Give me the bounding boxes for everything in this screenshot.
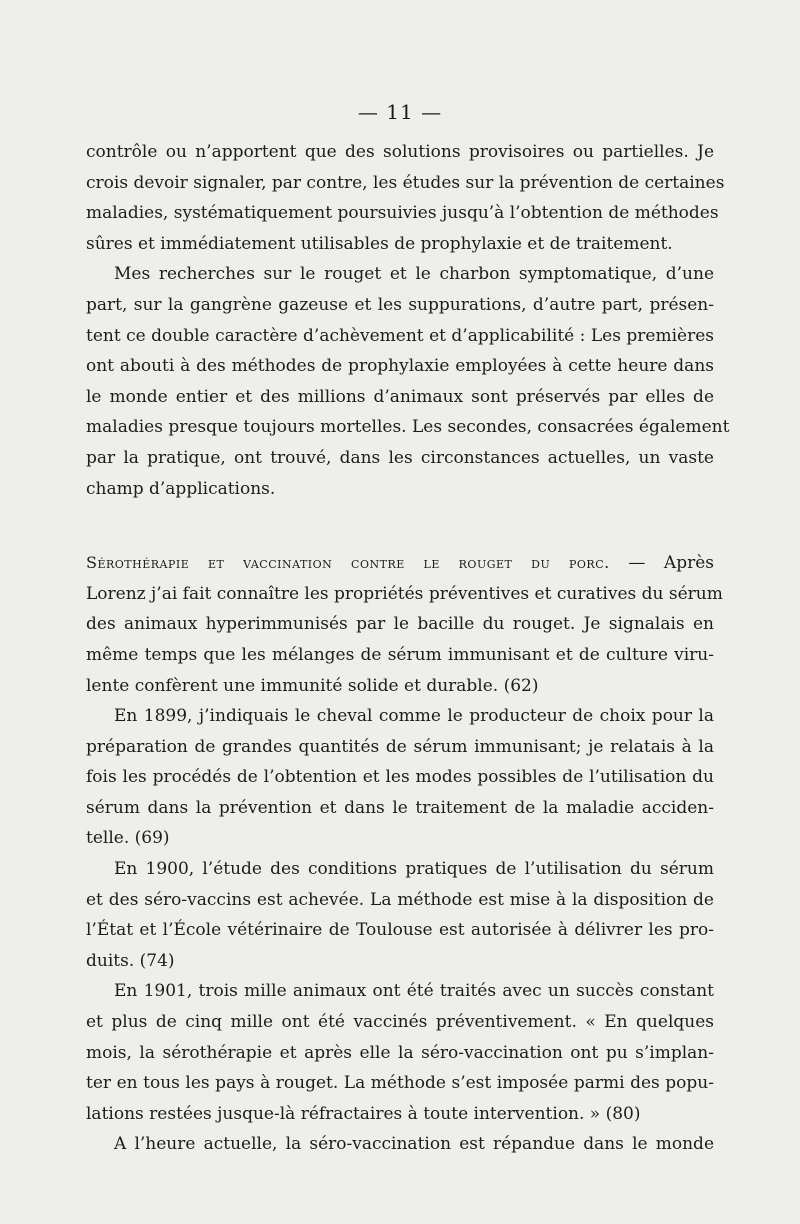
paragraph [86,701,714,854]
text-line: En 1900, l’étude des conditions pratiques de l’utilisation du sérum [114,859,714,880]
paragraph [86,976,714,1129]
text-line: maladies presque toujours mortelles. Les secondes, consacrées également [86,417,730,438]
heading-continuation: — Après [609,553,714,574]
paragraph [86,1129,714,1160]
text-line: contrôle ou n’apportent que des solutions provisoires ou partielles. Je [86,142,714,162]
text-line: ont abouti à des méthodes de prophylaxie employées à cette heure dans [86,356,714,377]
section-gap [86,504,714,548]
text-line: lente confèrent une immunité solide et durable. (62) [86,675,539,696]
text-line: ter en tous les pays à rouget. La méthode s’est imposée parmi des popu- [86,1073,714,1094]
section-heading: Sérothérapie et vaccination contre le rouget du porc. [86,553,610,573]
text-line: champ d’applications. [86,478,276,499]
text-line: crois devoir signaler, par contre, les études sur la prévention de certaines [86,172,725,193]
text-line: telle. (69) [86,828,170,849]
text-line: sûres et immédiatement utilisables de prophylaxie et de traitement. [86,233,673,254]
paragraph [86,259,730,504]
paragraph [86,548,723,701]
text-line: des animaux hyperimmunisés par le bacille du rouget. Je signalais en [86,614,714,635]
text-line: tent ce double caractère d’achèvement et d’applicabilité : Les premières [86,325,714,346]
text-line: part, sur la gangrène gazeuse et les suppurations, d’autre part, présen- [86,294,714,315]
page-number: — 11 — [357,100,443,124]
text-line: En 1901, trois mille animaux ont été traités avec un succès constant [114,981,714,1002]
text-line: A l’heure actuelle, la séro-vaccination est répandue dans le monde [114,1134,714,1155]
text-line: Mes recherches sur le rouget et le charbon symptomatique, d’une [114,264,714,285]
text-line: le monde entier et des millions d’animaux sont préservés par elles de [86,386,714,407]
text-line: fois les procédés de l’obtention et les modes possibles de l’utilisation du [86,767,714,788]
text-line: l’État et l’École vétérinaire de Toulouse est autorisée à délivrer les pro- [86,920,714,941]
text-line: et des séro-vaccins est achevée. La méthode est mise à la disposition de [86,889,714,910]
text-line: sérum dans la prévention et dans le traitement de la maladie acciden- [86,797,714,818]
text-line: duits. (74) [86,950,175,971]
paragraph [86,854,714,976]
paragraph [86,137,725,259]
text-line: lations restées jusque-là réfractaires à toute intervention. » (80) [86,1103,641,1124]
text-line: par la pratique, ont trouvé, dans les circonstances actuelles, un vaste [86,447,714,468]
text-line: En 1899, j’indiquais le cheval comme le producteur de choix pour la [114,706,714,727]
text-line: mois, la sérothérapie et après elle la séro-vaccination ont pu s’implan- [86,1042,714,1063]
section-heading-line [86,548,714,579]
text-line: même temps que les mélanges de sérum immunisant et de culture viru- [86,644,714,665]
text-line: et plus de cinq mille ont été vaccinés préventivement. « En quelques [86,1012,714,1033]
text-line: maladies, systématiquement poursuivies jusqu’à l’obtention de méthodes [86,203,719,224]
body-text [86,137,730,1160]
text-line: préparation de grandes quantités de sérum immunisant; je relatais à la [86,736,714,757]
text-line: Lorenz j’ai fait connaître les propriétés préventives et curatives du sérum [86,583,723,604]
